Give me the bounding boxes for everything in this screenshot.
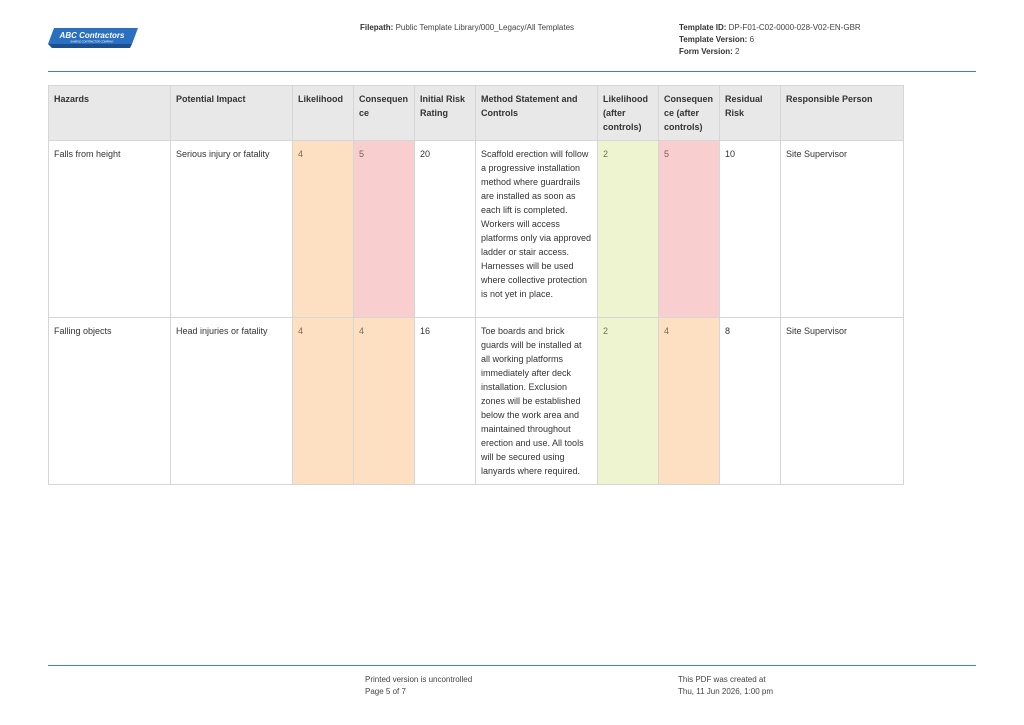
header-potential-impact: Potential Impact bbox=[171, 86, 293, 141]
created-label: This PDF was created at bbox=[678, 675, 766, 684]
template-info bbox=[679, 22, 861, 58]
form-version-value: 2 bbox=[735, 47, 740, 56]
hazard-cell: Falling objects bbox=[49, 318, 171, 485]
hazard-cell: Falls from height bbox=[49, 141, 171, 318]
template-id-label: Template ID: bbox=[679, 23, 727, 32]
header-divider bbox=[48, 71, 976, 72]
header-likelihood: Likelihood bbox=[293, 86, 354, 141]
consequence-after-cell: 5 bbox=[659, 141, 720, 318]
responsible-cell: Site Supervisor bbox=[781, 318, 904, 485]
header-consequence-after: Consequence (after controls) bbox=[659, 86, 720, 141]
created-timestamp: Thu, 11 Jun 2026, 1:00 pm bbox=[678, 687, 774, 696]
risk-assessment-table bbox=[48, 85, 904, 485]
table-row bbox=[49, 141, 904, 318]
likelihood-cell: 4 bbox=[293, 318, 354, 485]
consequence-cell: 4 bbox=[354, 318, 415, 485]
method-cell: Scaffold erection will follow a progressive installation method where guardrails are installed as soon as each lift is completed. Workers will access platforms only via approved ladder or stair access. Harnesses will be used where collective protection is not yet in place. bbox=[476, 141, 598, 318]
page-number: Page 5 of 7 bbox=[365, 687, 406, 696]
consequence-cell: 5 bbox=[354, 141, 415, 318]
likelihood-cell: 4 bbox=[293, 141, 354, 318]
template-version-value: 6 bbox=[749, 35, 755, 44]
header-initial-risk-rating: Initial Risk Rating bbox=[415, 86, 476, 141]
form-version-label: Form Version: bbox=[679, 47, 733, 56]
logo-tagline: SAMPLE CONTRACTOR COMPANY bbox=[70, 40, 114, 44]
filepath bbox=[360, 22, 574, 34]
header-hazards: Hazards bbox=[49, 86, 171, 141]
header-likelihood-after: Likelihood (after controls) bbox=[598, 86, 659, 141]
initial-risk-cell: 16 bbox=[415, 318, 476, 485]
likelihood-after-cell: 2 bbox=[598, 141, 659, 318]
uncontrolled-notice: Printed version is uncontrolled bbox=[365, 675, 473, 684]
company-logo bbox=[48, 26, 140, 50]
initial-risk-cell: 20 bbox=[415, 141, 476, 318]
consequence-after-cell: 4 bbox=[659, 318, 720, 485]
filepath-value: Public Template Library/000_Legacy/All Templates bbox=[395, 23, 575, 32]
table-row bbox=[49, 318, 904, 485]
impact-cell: Head injuries or fatality bbox=[171, 318, 293, 485]
logo-name: ABC Contractors bbox=[59, 31, 125, 40]
responsible-cell: Site Supervisor bbox=[781, 141, 904, 318]
footer-divider bbox=[48, 665, 976, 666]
footer-created-info bbox=[678, 674, 773, 698]
residual-risk-cell: 8 bbox=[720, 318, 781, 485]
template-id-value: DP-F01-C02-0000-028-V02-EN-GBR bbox=[728, 23, 861, 32]
header-consequence: Consequence bbox=[354, 86, 415, 141]
header-responsible-person: Responsible Person bbox=[781, 86, 904, 141]
footer-print-info bbox=[365, 674, 472, 698]
header-residual-risk: Residual Risk bbox=[720, 86, 781, 141]
method-cell: Toe boards and brick guards will be installed at all working platforms immediately after deck installation. Exclusion zones will be established below the work area and maintained throughout erection and use. All tools will be secured using lanyards where required. bbox=[476, 318, 598, 485]
impact-cell: Serious injury or fatality bbox=[171, 141, 293, 318]
template-version-label: Template Version: bbox=[679, 35, 748, 44]
table-header-row bbox=[49, 86, 904, 141]
likelihood-after-cell: 2 bbox=[598, 318, 659, 485]
header-method-statement: Method Statement and Controls bbox=[476, 86, 598, 141]
filepath-label: Filepath: bbox=[360, 23, 394, 32]
residual-risk-cell: 10 bbox=[720, 141, 781, 318]
